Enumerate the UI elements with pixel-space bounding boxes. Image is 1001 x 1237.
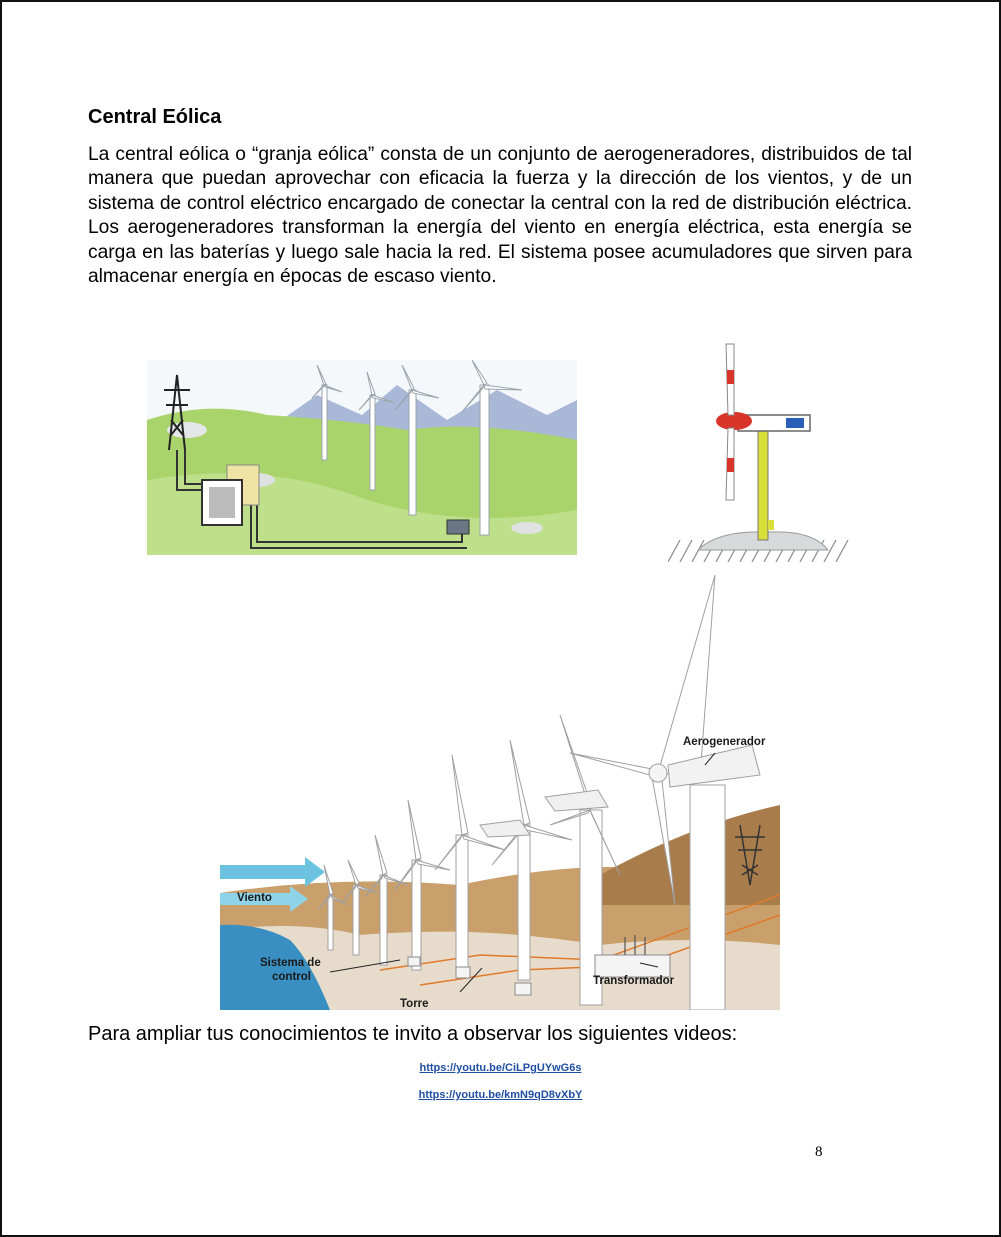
page-number: 8 bbox=[815, 1144, 823, 1160]
video-link-2[interactable]: https://youtu.be/kmN9qD8vXbY bbox=[418, 1089, 583, 1101]
wind-farm-grid-illustration bbox=[147, 360, 577, 555]
body-paragraph: La central eólica o “granja eólica” consta de un conjunto de aerogeneradores, distribuidos de tal manera que puedan aprovechar con eficacia la fuerza y la dirección de los vientos, y de un sistema de control eléctrico encargado de conectar la central con la red de distribución eléctrica. Los aerogeneradores transforman la energía del viento en energía eléctrica, esta energía se carga en las baterías y luego sale hacia la red. El sistema posee acumuladores que sirven para almacenar energía en épocas de escaso viento. bbox=[88, 144, 912, 288]
section-title: Central Eólica bbox=[88, 106, 222, 128]
torre-label: Torre bbox=[400, 998, 429, 1010]
sistema-control-label-line1: Sistema de bbox=[260, 957, 321, 969]
wind-farm-components-illustration bbox=[220, 575, 780, 1010]
sistema-control-label-line2: control bbox=[272, 971, 311, 983]
turbine-side-view-illustration bbox=[668, 340, 851, 562]
aerogenerador-label: Aerogenerador bbox=[683, 736, 766, 748]
videos-intro-text: Para ampliar tus conocimientos te invito a observar los siguientes videos: bbox=[88, 1023, 738, 1045]
transformador-label: Transformador bbox=[593, 975, 675, 987]
video-link-1[interactable]: https://youtu.be/CiLPgUYwG6s bbox=[419, 1062, 582, 1074]
viento-label: Viento bbox=[237, 892, 272, 904]
